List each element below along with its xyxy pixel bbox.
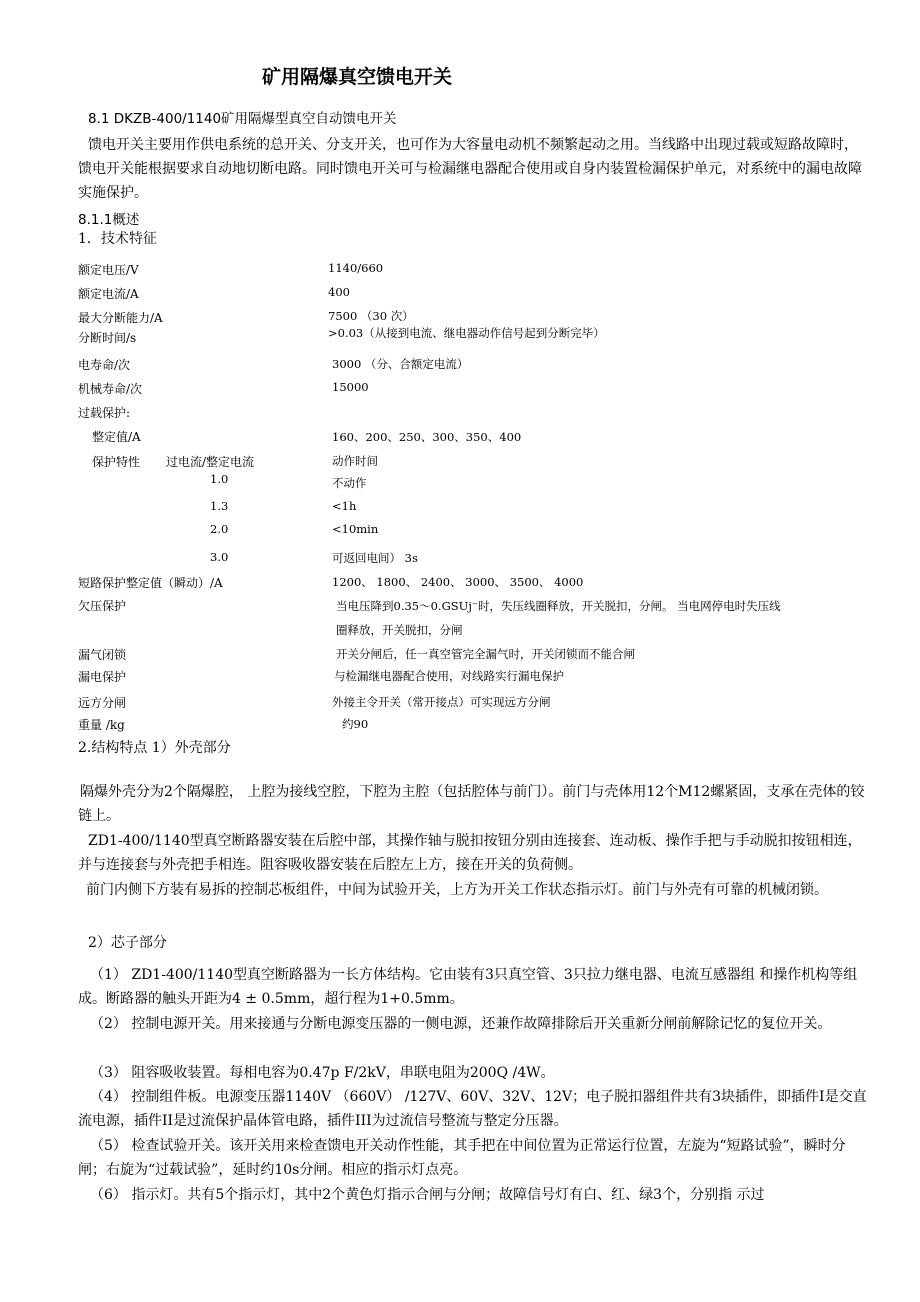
core-paragraph: （2） 控制电源开关。用来接通与分断电源变压器的一侧电源，还兼作故障排除后开关重新分闸前解除记忆的复位开关。 bbox=[90, 1016, 832, 1032]
spec-value: 3000 （分、合额定电流） bbox=[332, 357, 469, 371]
spec-value: 160、200、250、300、350、400 bbox=[332, 430, 522, 444]
protection-time: <1h bbox=[332, 499, 357, 513]
protection-label: 保护特性 bbox=[92, 455, 141, 469]
spec-label: 欠压保护 bbox=[78, 599, 127, 613]
shell-paragraph: 前门内侧下方装有易拆的控制芯板组件，中间为试验开关，上方为开关工作状态指示灯。前门与外壳有可靠的机械闭锁。 bbox=[86, 882, 828, 898]
spec-value: 400 bbox=[328, 285, 350, 299]
core-paragraph: （3） 阻容吸收装置。每相电容为0.47p F/2kV，串联电阻为200Q /4W。 bbox=[90, 1065, 555, 1081]
spec-value: 与检漏继电器配合使用，对线路实行漏电保护 bbox=[334, 669, 564, 683]
spec-label: 额定电流/A bbox=[78, 287, 139, 301]
protection-ratio: 1.3 bbox=[210, 499, 229, 513]
spec-label: 机械寿命/次 bbox=[78, 382, 143, 396]
protection-ratio: 3.0 bbox=[210, 550, 229, 564]
spec-label: 电寿命/次 bbox=[78, 358, 131, 372]
protection-time: 不动作 bbox=[332, 476, 367, 490]
protection-time: 可返回电间） 3s bbox=[332, 551, 418, 565]
spec-value-cont: 圈释放，开关脱扣，分闸 bbox=[336, 623, 463, 637]
spec-value: 1200、 1800、 2400、 3000、 3500、 4000 bbox=[332, 575, 584, 589]
core-paragraph: （6） 指示灯。共有5个指示灯，其中2个黄色灯指示合闸与分闸；故障信号灯有白、红、绿3个，分别指 示过 bbox=[90, 1187, 765, 1203]
tech-title: 1．技术特征 bbox=[78, 231, 157, 247]
shell-paragraph: ZD1-400/1140型真空断路器安装在后腔中部，其操作轴与脱扣按钮分别由连接套、连动板、操作手把与手动脱扣按钮相连，并与连接套与外壳把手相连。阻容吸收器安装在后腔左上方，接在开关的负荷侧。 bbox=[78, 833, 862, 873]
protection-time: <10min bbox=[332, 522, 379, 536]
shell-paragraph: 隔爆外壳分为2个隔爆腔， 上腔为接线空腔，下腔为主腔（包括腔体与前门）。前门与壳体用12个M12螺紧固，支承在壳体的铰链上。 bbox=[78, 784, 865, 824]
spec-value: 当电压降到0.35～0.GSUj⁻时，失压线圈释放，开关脱扣，分闸。 当电网停电时失压线 bbox=[336, 599, 781, 613]
protection-ratio: 2.0 bbox=[210, 522, 229, 536]
page-title: 矿用隔爆真空馈电开关 bbox=[262, 66, 453, 88]
spec-label: 过载保护: bbox=[78, 406, 131, 420]
spec-label: 额定电压/V bbox=[78, 263, 139, 277]
protection-col-header: 过电流/整定电流 bbox=[166, 455, 255, 469]
spec-label: 远方分闸 bbox=[78, 696, 127, 710]
intro-paragraph: 馈电开关主要用作供电系统的总开关、分支开关，也可作为大容量电动机不频繁起动之用。当线路中出现过载或短路故障时，馈电开关能根据要求自动地切断电路。同时馈电开关可与检漏继电器配合使用或自身内装置检漏保护单元，对系统中的漏电故障实施保护。 bbox=[78, 137, 862, 201]
spec-label: 整定值/A bbox=[92, 430, 141, 444]
spec-label: 漏电保护 bbox=[78, 670, 127, 684]
core-title: 2）芯子部分 bbox=[88, 935, 167, 951]
spec-value: 约90 bbox=[342, 717, 369, 731]
spec-label: 短路保护整定值（瞬动）/A bbox=[78, 576, 223, 590]
protection-ratio: 1.0 bbox=[210, 472, 229, 486]
spec-value: >0.03（从接到电流、继电器动作信号起到分断完毕） bbox=[328, 326, 605, 340]
structure-title: 2.结构特点 1）外壳部分 bbox=[78, 740, 231, 756]
core-paragraph: （4） 控制组件板。电源变压器1140V （660V） /127V、60V、32V、12V；电子脱扣器组件共有3块插件，即插件I是交直流电源，插件II是过流保护晶体管电路，插件III为过流信号整流与整定分压器。 bbox=[78, 1089, 867, 1129]
spec-value: 1140/660 bbox=[328, 261, 384, 275]
core-paragraph: （1） ZD1-400/1140型真空断路器为一长方体结构。它由装有3只真空管、3只拉力继电器、电流互感器组 和操作机构等组成。断路器的触头开距为4 ± 0.5mm，超行程为1+0.5mm。 bbox=[78, 967, 858, 1007]
spec-value: 7500 （30 次） bbox=[328, 309, 414, 323]
spec-label: 漏气闭锁 bbox=[78, 648, 127, 662]
spec-value: 外接主令开关（常开接点）可实现远方分闸 bbox=[332, 695, 551, 709]
core-paragraph: （5） 检查试验开关。该开关用来检查馈电开关动作性能，其手把在中间位置为正常运行位置，左旋为“短路试验”，瞬时分闸；右旋为“过载试验”，延时约10s分闸。相应的指示灯点亮。 bbox=[78, 1138, 846, 1178]
spec-label: 重量 /kg bbox=[78, 718, 125, 732]
spec-label: 最大分断能力/A bbox=[78, 311, 163, 325]
spec-value: 15000 bbox=[332, 380, 369, 394]
spec-value: 开关分闸后，任一真空管完全漏气时，开关闭锁而不能合闸 bbox=[336, 647, 635, 661]
protection-action-header: 动作时间 bbox=[332, 454, 378, 468]
section-heading: 8.1 DKZB-400/1140矿用隔爆型真空自动馈电开关 bbox=[88, 111, 397, 127]
overview-heading: 8.1.1概述 bbox=[78, 212, 140, 228]
spec-label: 分断时间/s bbox=[78, 331, 137, 345]
